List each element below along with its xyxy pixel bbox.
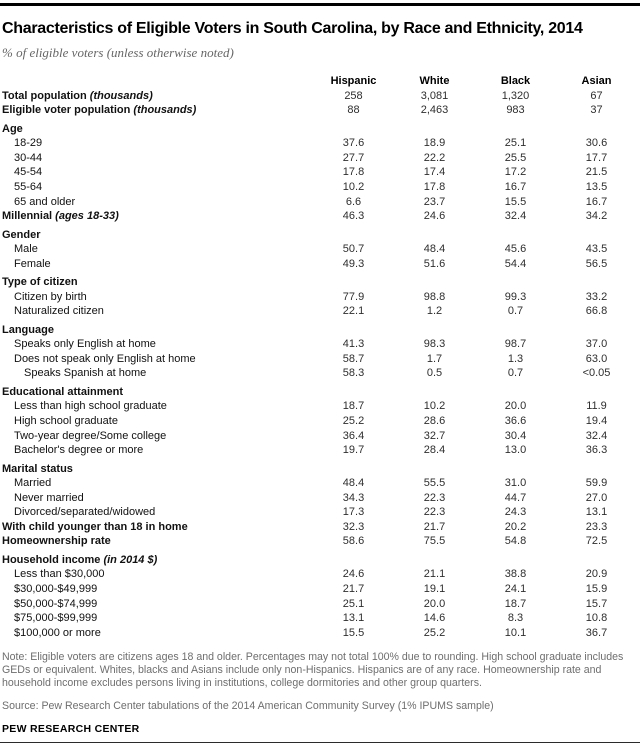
cell-value: 1.7: [426, 352, 443, 365]
cell-value: 21.7: [342, 582, 365, 595]
footnote-text: Note: Eligible voters are citizens ages 18 and older. Percentages may not total 100% due to rounding. High school graduate includes GEDs or equivalent. Whites, blacks and Asians include only non-Hispanics. Hispanics are of any race. Homeownership rate and household income excludes persons living in institutions, college dormitories and other group quarters.: [2, 651, 624, 690]
cell-value: 15.5: [342, 626, 365, 639]
cell-value: 17.8: [342, 166, 365, 179]
table-row: [2, 534, 637, 549]
column-header-asian: Asian: [581, 75, 612, 88]
cell-value: [556, 458, 637, 476]
cell-value: 16.7: [504, 181, 527, 194]
row-label-text: $30,000-$49,999: [14, 582, 98, 595]
row-label-text: Homeownership rate: [2, 535, 111, 548]
row-label: [2, 180, 313, 195]
row-label-text: Speaks Spanish at home: [24, 367, 147, 380]
cell-value: 11.9: [586, 400, 607, 413]
table-row: [2, 337, 637, 352]
row-label: [2, 381, 313, 399]
cell-value: 98.3: [423, 338, 446, 351]
row-label-text: Less than $30,000: [14, 568, 105, 581]
cell-value: [556, 381, 637, 399]
cell-value: [394, 271, 475, 289]
table-row: [2, 366, 637, 381]
cell-value: 31.0: [504, 477, 527, 490]
table-row: [2, 490, 637, 505]
row-label: [2, 165, 313, 180]
table-section-row: [2, 319, 637, 337]
cell-value: 98.8: [423, 290, 446, 303]
cell-value: 17.2: [504, 166, 527, 179]
cell-value: [556, 118, 637, 136]
cell-value: 19.1: [423, 582, 446, 595]
cell-value: [475, 319, 556, 337]
source-line: Source: Pew Research Center tabulations of the 2014 American Community Survey (1% IPUMS sample): [2, 699, 494, 712]
page-title: Characteristics of Eligible Voters in South Carolina, by Race and Ethnicity, 2014: [2, 20, 583, 37]
cell-value: 15.7: [585, 597, 608, 610]
cell-value: 45.6: [504, 243, 527, 256]
table-section-row: [2, 118, 637, 136]
row-label: [2, 319, 313, 337]
row-label-text: Two-year degree/Some college: [14, 429, 167, 442]
cell-value: 2,463: [420, 104, 449, 117]
cell-value: 32.3: [342, 520, 365, 533]
row-label-text: Language: [2, 323, 54, 336]
cell-value: 25.1: [504, 137, 527, 150]
row-label-text: Citizen by birth: [14, 290, 87, 303]
cell-value: 58.6: [342, 535, 365, 548]
row-label: [2, 224, 313, 242]
cell-value: [394, 224, 475, 242]
row-label-text: 65 and older: [14, 195, 76, 208]
cell-value: [394, 458, 475, 476]
row-label: [2, 366, 313, 381]
cell-value: [394, 381, 475, 399]
row-label: [2, 567, 313, 582]
cell-value: 25.2: [342, 414, 365, 427]
cell-value: 21.1: [423, 568, 446, 581]
cell-value: [475, 549, 556, 567]
table-row: [2, 165, 637, 180]
cell-value: 10.2: [423, 400, 446, 413]
top-rule: [0, 3, 640, 6]
cell-value: 41.3: [342, 338, 365, 351]
cell-value: 63.0: [585, 352, 608, 365]
cell-value: 20.2: [504, 520, 527, 533]
row-label: [2, 337, 313, 352]
row-label: [2, 626, 313, 641]
cell-value: [475, 381, 556, 399]
cell-value: 36.3: [585, 444, 608, 457]
table-row: [2, 304, 637, 319]
cell-value: 0.7: [507, 305, 524, 318]
row-label-text: High school graduate: [14, 414, 118, 427]
cell-value: 25.2: [423, 626, 446, 639]
row-label: [2, 443, 313, 458]
cell-value: 18.7: [342, 400, 365, 413]
row-label-text: With child younger than 18 in home: [2, 520, 188, 533]
table-row: [2, 428, 637, 443]
cell-value: 24.6: [342, 568, 365, 581]
row-label-text: Divorced/separated/widowed: [14, 506, 156, 519]
table-row: [2, 520, 637, 535]
row-label: [2, 505, 313, 520]
row-label: [2, 549, 313, 567]
table-row: [2, 414, 637, 429]
cell-value: 983: [506, 104, 525, 117]
table-row: [2, 582, 637, 597]
table-section-row: [2, 271, 637, 289]
cell-value: [394, 319, 475, 337]
row-label-text: 55-64: [14, 181, 43, 194]
row-label: [2, 596, 313, 611]
row-label-suffix: (in 2014 $): [100, 553, 158, 566]
row-label: [2, 209, 313, 224]
cell-value: [313, 381, 394, 399]
table-row: [2, 443, 637, 458]
cell-value: 36.6: [504, 414, 527, 427]
cell-value: 6.6: [345, 195, 362, 208]
row-label: [2, 257, 313, 272]
cell-value: [475, 458, 556, 476]
cell-value: 0.5: [426, 367, 443, 380]
cell-value: 33.2: [585, 290, 608, 303]
cell-value: 13.5: [585, 181, 608, 194]
cell-value: 24.3: [504, 506, 527, 519]
cell-value: 37.6: [342, 137, 365, 150]
row-label-text: Gender: [2, 228, 41, 241]
cell-value: 13.0: [504, 444, 527, 457]
table-row: [2, 290, 637, 305]
cell-value: [313, 319, 394, 337]
cell-value: 54.4: [504, 257, 527, 270]
cell-value: 18.7: [504, 597, 527, 610]
row-label: [2, 103, 313, 118]
row-label: [2, 414, 313, 429]
cell-value: 17.7: [585, 151, 608, 164]
cell-value: 20.0: [504, 400, 527, 413]
row-label-text: Millennial: [2, 210, 53, 223]
cell-value: 54.8: [504, 535, 527, 548]
cell-value: 258: [344, 89, 363, 102]
cell-value: 99.3: [504, 290, 527, 303]
table-row: [2, 180, 637, 195]
cell-value: 72.5: [585, 535, 608, 548]
cell-value: 15.9: [585, 582, 608, 595]
cell-value: [556, 549, 637, 567]
cell-value: 23.7: [423, 195, 446, 208]
cell-value: 49.3: [342, 257, 365, 270]
cell-value: 10.2: [342, 181, 365, 194]
column-header-white: White: [419, 75, 450, 88]
cell-value: 1.3: [507, 352, 524, 365]
cell-value: 37.0: [585, 338, 608, 351]
cell-value: [313, 224, 394, 242]
cell-value: 19.7: [342, 444, 365, 457]
cell-value: 44.7: [504, 491, 527, 504]
table-section-row: [2, 381, 637, 399]
cell-value: [475, 224, 556, 242]
cell-value: 75.5: [423, 535, 446, 548]
cell-value: 17.4: [423, 166, 446, 179]
cell-value: [556, 224, 637, 242]
cell-value: 24.1: [504, 582, 527, 595]
cell-value: [556, 319, 637, 337]
row-label: [2, 520, 313, 535]
row-label-text: Total population: [2, 89, 87, 102]
cell-value: 34.2: [585, 210, 608, 223]
row-label-suffix: (ages 18-33): [52, 210, 119, 223]
bottom-rule: [0, 742, 640, 743]
row-label: [2, 352, 313, 367]
row-label: [2, 428, 313, 443]
cell-value: 13.1: [585, 506, 608, 519]
cell-value: 77.9: [342, 290, 365, 303]
brand-footer: PEW RESEARCH CENTER: [2, 722, 140, 735]
row-label-text: Does not speak only English at home: [14, 352, 196, 365]
cell-value: 21.7: [423, 520, 446, 533]
column-header-row: [2, 74, 637, 89]
cell-value: 14.6: [423, 612, 446, 625]
table-row: [2, 567, 637, 582]
column-header-black: Black: [500, 75, 531, 88]
cell-value: 32.4: [504, 210, 527, 223]
cell-value: [313, 118, 394, 136]
cell-value: 50.7: [342, 243, 365, 256]
row-label-text: $75,000-$99,999: [14, 612, 98, 625]
cell-value: 28.4: [423, 444, 446, 457]
table-section-row: [2, 224, 637, 242]
cell-value: [394, 118, 475, 136]
cell-value: 48.4: [423, 243, 446, 256]
cell-value: 23.3: [585, 520, 608, 533]
cell-value: 22.1: [342, 305, 365, 318]
cell-value: 58.7: [342, 352, 365, 365]
cell-value: 32.4: [585, 429, 608, 442]
cell-value: 43.5: [585, 243, 608, 256]
table-section-row: [2, 549, 637, 567]
table-row: [2, 257, 637, 272]
cell-value: 1.2: [426, 305, 443, 318]
row-label-text: Educational attainment: [2, 385, 124, 398]
row-label-text: Bachelor's degree or more: [14, 444, 144, 457]
cell-value: 48.4: [342, 477, 365, 490]
row-label: [2, 476, 313, 491]
row-label: [2, 89, 313, 104]
table-body: [2, 89, 637, 641]
row-label: [2, 290, 313, 305]
table-row: [2, 505, 637, 520]
cell-value: 32.7: [423, 429, 446, 442]
table-row: [2, 136, 637, 151]
cell-value: 51.6: [423, 257, 446, 270]
row-label: [2, 582, 313, 597]
cell-value: 28.6: [423, 414, 446, 427]
cell-value: 18.9: [423, 137, 446, 150]
cell-value: 10.8: [585, 612, 608, 625]
cell-value: 0.7: [507, 367, 524, 380]
cell-value: 16.7: [585, 195, 608, 208]
row-label-text: Marital status: [2, 462, 73, 475]
row-label-text: Never married: [14, 491, 84, 504]
row-label-text: $50,000-$74,999: [14, 597, 98, 610]
row-label-text: Female: [14, 257, 51, 270]
cell-value: <0.05: [582, 367, 611, 380]
row-label: [2, 242, 313, 257]
cell-value: 27.0: [585, 491, 608, 504]
table-row: [2, 626, 637, 641]
cell-value: 56.5: [585, 257, 608, 270]
row-label: [2, 136, 313, 151]
table-row: [2, 399, 637, 414]
row-label-text: Married: [14, 477, 52, 490]
cell-value: 30.4: [504, 429, 527, 442]
cell-value: [475, 271, 556, 289]
row-label: [2, 118, 313, 136]
cell-value: [313, 549, 394, 567]
cell-value: [313, 458, 394, 476]
data-table: [2, 74, 637, 640]
cell-value: 19.4: [585, 414, 608, 427]
cell-value: 13.1: [342, 612, 365, 625]
cell-value: 58.3: [342, 367, 365, 380]
table-row: [2, 596, 637, 611]
table-row: [2, 476, 637, 491]
row-label: [2, 194, 313, 209]
cell-value: 30.6: [585, 137, 608, 150]
row-label-text: Male: [14, 243, 38, 256]
cell-value: 22.3: [423, 506, 446, 519]
cell-value: 8.3: [507, 612, 524, 625]
cell-value: 15.5: [504, 195, 527, 208]
cell-value: 37: [590, 104, 603, 117]
row-label-text: Eligible voter population: [2, 104, 131, 117]
cell-value: 25.5: [504, 151, 527, 164]
cell-value: 3,081: [420, 89, 449, 102]
table-row: [2, 611, 637, 626]
cell-value: 17.3: [342, 506, 365, 519]
cell-value: 17.8: [423, 181, 446, 194]
table-section-row: [2, 458, 637, 476]
cell-value: 21.5: [585, 166, 608, 179]
cell-value: 59.9: [585, 477, 608, 490]
cell-value: [475, 118, 556, 136]
cell-value: [394, 549, 475, 567]
table-row: [2, 89, 637, 104]
cell-value: 46.3: [342, 210, 365, 223]
cell-value: 22.3: [423, 491, 446, 504]
row-label-suffix: (thousands): [130, 104, 197, 117]
cell-value: 22.2: [423, 151, 446, 164]
row-label-text: Household income: [2, 553, 101, 566]
cell-value: 34.3: [342, 491, 365, 504]
cell-value: 20.0: [423, 597, 446, 610]
cell-value: [556, 271, 637, 289]
row-label-text: 18-29: [14, 137, 43, 150]
row-label-text: Less than high school graduate: [14, 400, 167, 413]
cell-value: 36.4: [342, 429, 365, 442]
row-label: [2, 304, 313, 319]
row-label: [2, 151, 313, 166]
row-label-text: 45-54: [14, 166, 43, 179]
row-label: [2, 611, 313, 626]
cell-value: 88: [347, 104, 360, 117]
cell-value: 1,320: [501, 89, 530, 102]
column-header-hispanic: Hispanic: [330, 75, 377, 88]
table-row: [2, 194, 637, 209]
cell-value: 24.6: [423, 210, 446, 223]
table-row: [2, 209, 637, 224]
row-label: [2, 399, 313, 414]
table-row: [2, 352, 637, 367]
cell-value: 67: [590, 89, 603, 102]
cell-value: 98.7: [504, 338, 527, 351]
row-label-text: Speaks only English at home: [14, 338, 156, 351]
label-column-header: [2, 74, 313, 89]
row-label-text: 30-44: [14, 151, 43, 164]
cell-value: 27.7: [342, 151, 365, 164]
table-row: [2, 151, 637, 166]
row-label-text: Naturalized citizen: [14, 305, 104, 318]
table-row: [2, 103, 637, 118]
cell-value: 55.5: [423, 477, 446, 490]
cell-value: 10.1: [504, 626, 527, 639]
cell-value: 36.7: [585, 626, 608, 639]
row-label: [2, 490, 313, 505]
row-label-text: Type of citizen: [2, 276, 78, 289]
row-label-text: $100,000 or more: [14, 626, 101, 639]
figure-content: [0, 20, 640, 735]
cell-value: 25.1: [342, 597, 365, 610]
row-label-text: Age: [2, 122, 23, 135]
cell-value: 66.8: [585, 305, 608, 318]
row-label-suffix: (thousands): [86, 89, 153, 102]
page-subtitle: % of eligible voters (unless otherwise noted): [2, 45, 234, 60]
table-row: [2, 242, 637, 257]
cell-value: 20.9: [585, 568, 608, 581]
cell-value: [313, 271, 394, 289]
row-label: [2, 534, 313, 549]
cell-value: 38.8: [504, 568, 527, 581]
row-label: [2, 458, 313, 476]
row-label: [2, 271, 313, 289]
